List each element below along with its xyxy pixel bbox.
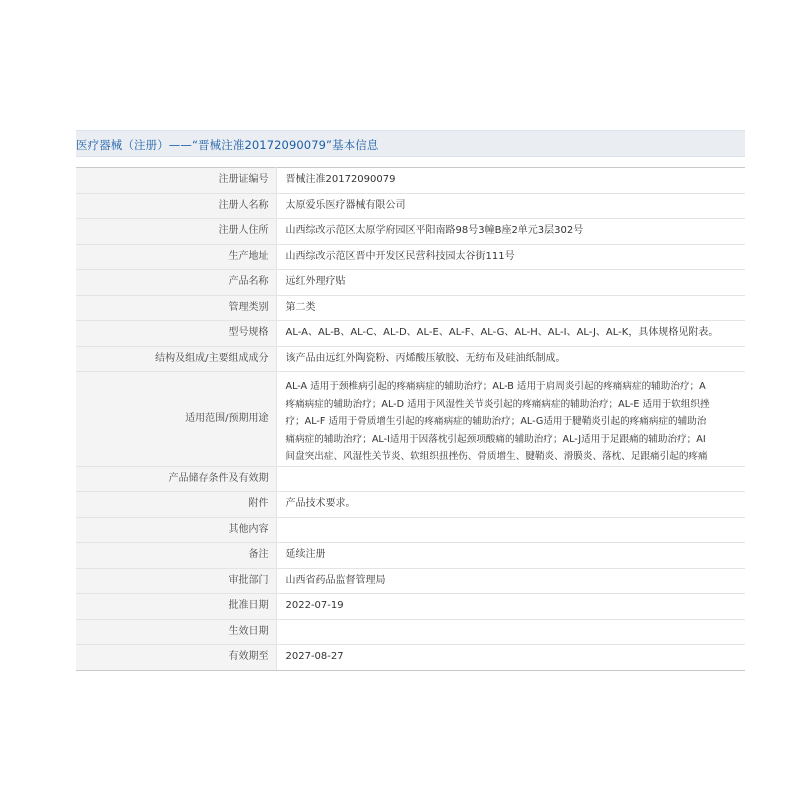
row-registration-number: [76, 168, 745, 194]
row-value: 产品技术要求。: [276, 492, 745, 518]
row-value: 延续注册: [276, 543, 745, 569]
row-label: 适用范围/预期用途: [76, 372, 276, 467]
row-approval-department: [76, 568, 745, 594]
row-label: 生效日期: [76, 619, 276, 645]
usage-text: [286, 372, 746, 466]
row-other-content: [76, 517, 745, 543]
row-registrant-address: [76, 219, 745, 245]
row-production-address: [76, 244, 745, 270]
row-label: 注册人名称: [76, 193, 276, 219]
row-label: 型号规格: [76, 321, 276, 347]
row-value: 山西综改示范区太原学府园区平阳南路98号3幢B座2单元3层302号: [276, 219, 745, 245]
row-structure-composition: [76, 346, 745, 372]
row-label: 附件: [76, 492, 276, 518]
row-label: 其他内容: [76, 517, 276, 543]
row-label: 管理类别: [76, 295, 276, 321]
row-label: 审批部门: [76, 568, 276, 594]
row-value: 第二类: [276, 295, 745, 321]
row-value: 山西省药品监督管理局: [276, 568, 745, 594]
row-value: [276, 517, 745, 543]
usage-line: 痛病症的辅助治疗；AL-I适用于因落枕引起颈项酸痛的辅助治疗；AL-J适用于足跟痛的辅助治疗；AI: [285, 433, 706, 445]
row-label: 产品名称: [76, 270, 276, 296]
row-management-category: [76, 295, 745, 321]
row-label: 有效期至: [76, 645, 276, 671]
row-value: 该产品由远红外陶瓷粉、丙烯酸压敏胶、无纺布及硅油纸制成。: [276, 346, 745, 372]
basic-info-table: [76, 167, 745, 671]
row-label: 备注: [76, 543, 276, 569]
row-label: 结构及组成/主要组成成分: [76, 346, 276, 372]
row-value: 远红外理疗贴: [276, 270, 745, 296]
row-value: [276, 466, 745, 492]
page-title: 医疗器械（注册）——“晋械注准20172090079”基本信息: [76, 138, 379, 152]
row-value: 2022-07-19: [276, 594, 745, 620]
row-value: 山西综改示范区晋中开发区民营科技园太谷街111号: [276, 244, 745, 270]
row-remarks: [76, 543, 745, 569]
row-label: 批准日期: [76, 594, 276, 620]
row-effective-date: [76, 619, 745, 645]
row-product-name: [76, 270, 745, 296]
row-registrant-name: [76, 193, 745, 219]
row-label: 生产地址: [76, 244, 276, 270]
row-value: AL-A、AL-B、AL-C、AL-D、AL-E、AL-F、AL-G、AL-H、AL-I、AL-J、AL-K，具体规格见附表。: [276, 321, 745, 347]
usage-line: 疼痛病症的辅助治疗；AL-D 适用于风湿性关节炎引起的疼痛病症的辅助治疗；AL-E 适用于软组织挫: [285, 398, 710, 410]
row-value: [276, 619, 745, 645]
row-valid-until: [76, 645, 745, 671]
row-label: 注册人住所: [76, 219, 276, 245]
usage-line: AL-A 适用于颈椎病引起的疼痛病症的辅助治疗；AL-B 适用于肩周炎引起的疼痛病症的辅助治疗；A: [285, 381, 706, 392]
usage-line: 间盘突出症、风湿性关节炎、软组织扭挫伤、骨质增生、腱鞘炎、滑膜炎、落枕、足跟痛引起的疼痛: [285, 451, 708, 462]
row-value: 晋械注准20172090079: [276, 168, 745, 194]
info-table: [76, 167, 745, 671]
row-model-spec: [76, 321, 745, 347]
usage-cell: [276, 372, 745, 467]
usage-line: 疗；AL-F 适用于骨质增生引起的疼痛病症的辅助治疗；AL-G适用于腱鞘炎引起的疼痛病症的辅助治: [285, 416, 707, 427]
row-label: 注册证编号: [76, 168, 276, 194]
row-value: 2027-08-27: [276, 645, 745, 671]
row-value: 太原爱乐医疗器械有限公司: [276, 193, 745, 219]
row-storage-conditions: [76, 466, 745, 492]
row-approval-date: [76, 594, 745, 620]
row-attachment: [76, 492, 745, 518]
title-bar: [76, 130, 745, 157]
row-intended-use: [76, 372, 745, 467]
row-label: 产品储存条件及有效期: [76, 466, 276, 492]
